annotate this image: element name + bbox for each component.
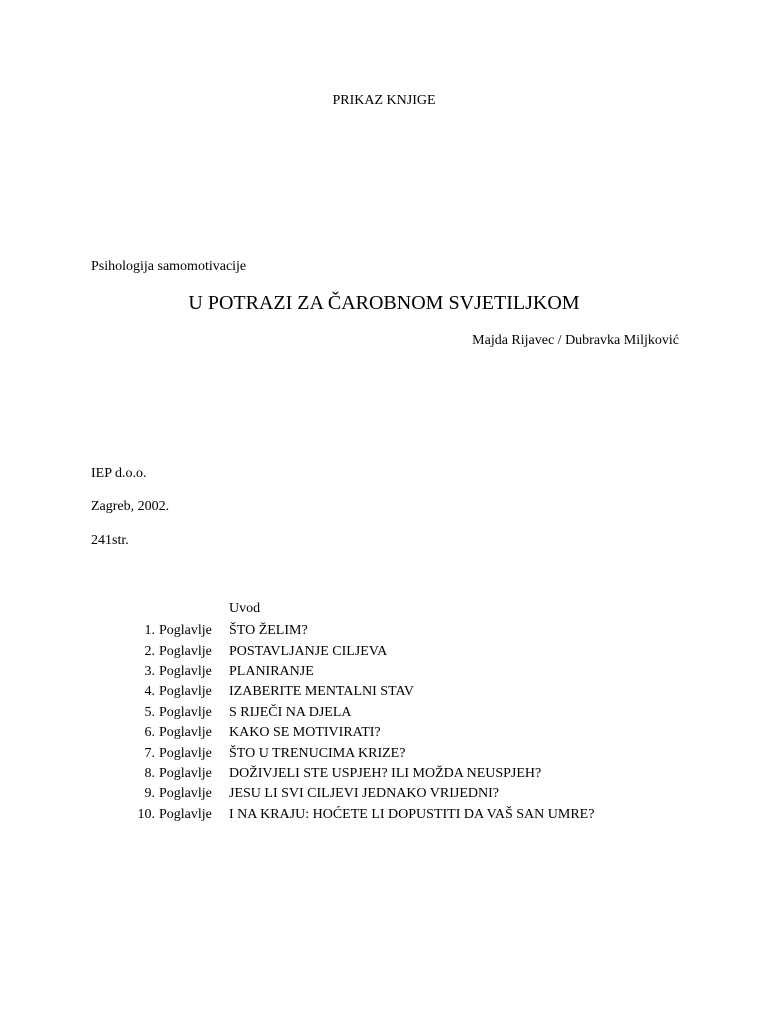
toc-chapter-word: Poglavlje: [159, 643, 212, 659]
page-heading: PRIKAZ KNJIGE: [332, 93, 436, 108]
toc-number: 7.: [144, 745, 155, 761]
toc-item: [130, 641, 594, 661]
toc-chapter-title: JESU LI SVI CILJEVI JEDNAKO VRIJEDNI?: [229, 786, 499, 802]
toc-item: [130, 662, 594, 682]
book-place-year: Zagreb, 2002.: [91, 499, 170, 514]
toc-number: 4.: [144, 684, 155, 700]
toc-number: 9.: [144, 786, 155, 802]
toc-chapter-word: Poglavlje: [159, 623, 212, 639]
toc-item: [130, 682, 594, 702]
toc-chapter-word: Poglavlje: [159, 786, 212, 802]
toc-chapter-word: Poglavlje: [159, 663, 212, 679]
book-pages: 241str.: [91, 533, 129, 548]
toc-chapter-word: Poglavlje: [159, 704, 212, 720]
toc-chapter-word: Poglavlje: [159, 765, 212, 781]
toc-number: 2.: [144, 643, 155, 659]
toc-chapter-title: ŠTO ŽELIM?: [229, 623, 308, 639]
toc-number: 10.: [137, 806, 155, 822]
toc-item: [130, 621, 594, 641]
toc-chapter-title: S RIJEČI NA DJELA: [229, 704, 352, 720]
toc-number: 1.: [144, 623, 155, 639]
toc-number: 3.: [144, 663, 155, 679]
table-of-contents: [130, 621, 594, 825]
book-authors: Majda Rijavec / Dubravka Miljković: [472, 333, 679, 348]
toc-chapter-word: Poglavlje: [159, 745, 212, 761]
toc-item: [130, 784, 594, 804]
toc-item: [130, 764, 594, 784]
toc-number: 6.: [144, 725, 155, 741]
toc-item: [130, 723, 594, 743]
toc-chapter-title: ŠTO U TRENUCIMA KRIZE?: [229, 745, 406, 761]
toc-chapter-title: POSTAVLJANJE CILJEVA: [229, 643, 388, 659]
toc-item: [130, 743, 594, 763]
toc-item: [130, 805, 594, 825]
toc-number: 5.: [144, 704, 155, 720]
toc-chapter-word: Poglavlje: [159, 725, 212, 741]
toc-chapter-title: I NA KRAJU: HOĆETE LI DOPUSTITI DA VAŠ SAN UMRE?: [229, 806, 595, 822]
toc-number: 8.: [144, 765, 155, 781]
book-publisher: IEP d.o.o.: [91, 466, 147, 481]
book-title: U POTRAZI ZA ČAROBNOM SVJETILJKOM: [188, 292, 580, 314]
toc-chapter-word: Poglavlje: [159, 806, 212, 822]
toc-item: [130, 703, 594, 723]
toc-chapter-word: Poglavlje: [159, 684, 212, 700]
toc-chapter-title: IZABERITE MENTALNI STAV: [229, 684, 414, 700]
toc-chapter-title: PLANIRANJE: [229, 663, 314, 679]
toc-chapter-title: KAKO SE MOTIVIRATI?: [229, 725, 381, 741]
toc-intro: Uvod: [229, 601, 261, 616]
book-subject: Psihologija samomotivacije: [91, 259, 247, 274]
toc-chapter-title: DOŽIVJELI STE USPJEH? ILI MOŽDA NEUSPJEH?: [229, 765, 542, 781]
